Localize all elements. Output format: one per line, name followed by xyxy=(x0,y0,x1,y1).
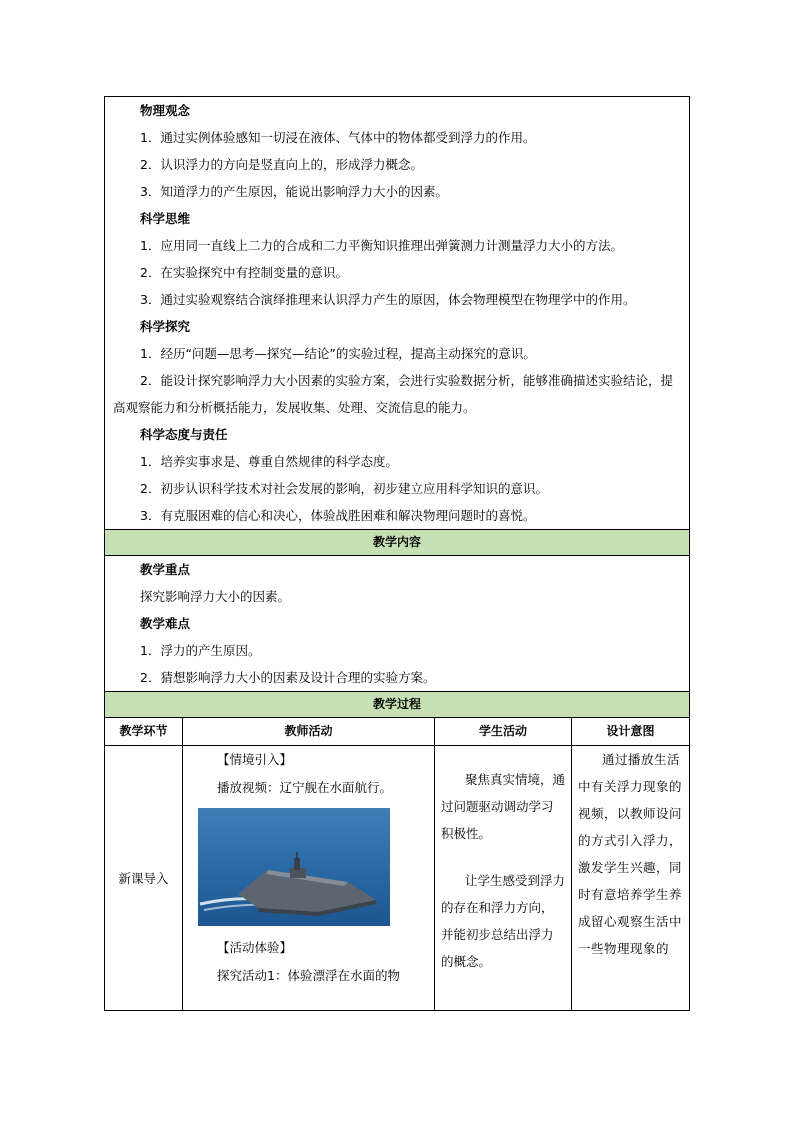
objective-item: 2．认识浮力的方向是竖直向上的，形成浮力概念。 xyxy=(140,157,423,172)
scientific-inquiry-heading: 科学探究 xyxy=(140,319,191,334)
physics-concept-heading: 物理观念 xyxy=(140,103,191,118)
lesson-plan-table xyxy=(104,96,690,1011)
student-paragraph: 让学生感受到浮力的存在和浮力方向，并能初步总结出浮力的概念。 xyxy=(441,873,566,969)
process-table-header xyxy=(105,718,689,746)
key-points-text: 探究影响浮力大小的因素。 xyxy=(140,589,291,604)
intro-text: 播放视频：辽宁舰在水面航行。 xyxy=(217,780,393,795)
teaching-content-band: 教学内容 xyxy=(105,530,689,556)
activity-tag: 【活动体验】 xyxy=(217,940,293,955)
student-paragraph: 聚焦真实情境，通过问题驱动调动学习积极性。 xyxy=(441,772,566,841)
objective-item: 2．在实验探究中有控制变量的意识。 xyxy=(140,265,348,280)
key-points-heading: 教学重点 xyxy=(140,562,191,577)
objective-item: 2．初步认识科学技术对社会发展的影响，初步建立应用科学知识的意识。 xyxy=(140,481,548,496)
teaching-content-section xyxy=(105,556,689,692)
student-activity-cell xyxy=(435,746,572,1010)
objective-item: 1．应用同一直线上二力的合成和二力平衡知识推理出弹簧测力计测量浮力大小的方法。 xyxy=(140,238,623,253)
design-intent-cell: 通过播放生活中有关浮力现象的视频，以教师设问的方式引入浮力，激发学生兴趣，同时有意培养学生养成留心观察生活中一些物理现象的 xyxy=(578,752,683,956)
intro-tag: 【情境引入】 xyxy=(217,752,293,767)
objective-item: 1．经历“问题—思考—探究—结论”的实验过程，提高主动探究的意识。 xyxy=(140,346,536,361)
header-teacher-activity: 教师活动 xyxy=(183,718,435,745)
header-stage: 教学环节 xyxy=(105,718,183,745)
objective-item: 1．通过实例体验感知一切浸在液体、气体中的物体都受到浮力的作用。 xyxy=(140,130,536,145)
stage-label: 新课导入 xyxy=(118,871,169,886)
difficulty-item: 2．猜想影响浮力大小的因素及设计合理的实验方案。 xyxy=(140,670,436,685)
header-design-intent: 设计意图 xyxy=(606,724,655,738)
aircraft-carrier-photo xyxy=(198,808,390,926)
activity-text: 探究活动1：体验漂浮在水面的物 xyxy=(217,968,400,983)
difficulty-item: 1．浮力的产生原因。 xyxy=(140,643,261,658)
process-row xyxy=(105,746,689,1010)
attitude-heading: 科学态度与责任 xyxy=(140,427,228,442)
header-student-activity: 学生活动 xyxy=(435,718,572,745)
objective-item: 3．通过实验观察结合演绎推理来认识浮力产生的原因，体会物理模型在物理学中的作用。 xyxy=(140,292,636,307)
objective-item: 3．知道浮力的产生原因，能说出影响浮力大小的因素。 xyxy=(140,184,448,199)
scientific-thinking-heading: 科学思维 xyxy=(140,211,191,226)
stage-cell xyxy=(105,746,183,1010)
teaching-process-band: 教学过程 xyxy=(105,692,689,718)
objective-item: 1．培养实事求是、尊重自然规律的科学态度。 xyxy=(140,454,398,469)
objective-item-wrapped: 2．能设计探究影响浮力大小因素的实验方案，会进行实验数据分析，能够准确描述实验结论，提高观察能力和分析概括能力，发展收集、处理、交流信息的能力。 xyxy=(113,373,673,415)
objective-item: 3．有克服困难的信心和决心，体验战胜困难和解决物理问题时的喜悦。 xyxy=(140,508,536,523)
teacher-activity-cell xyxy=(183,746,435,1010)
difficulties-heading: 教学难点 xyxy=(140,616,191,631)
objectives-section xyxy=(105,97,689,530)
